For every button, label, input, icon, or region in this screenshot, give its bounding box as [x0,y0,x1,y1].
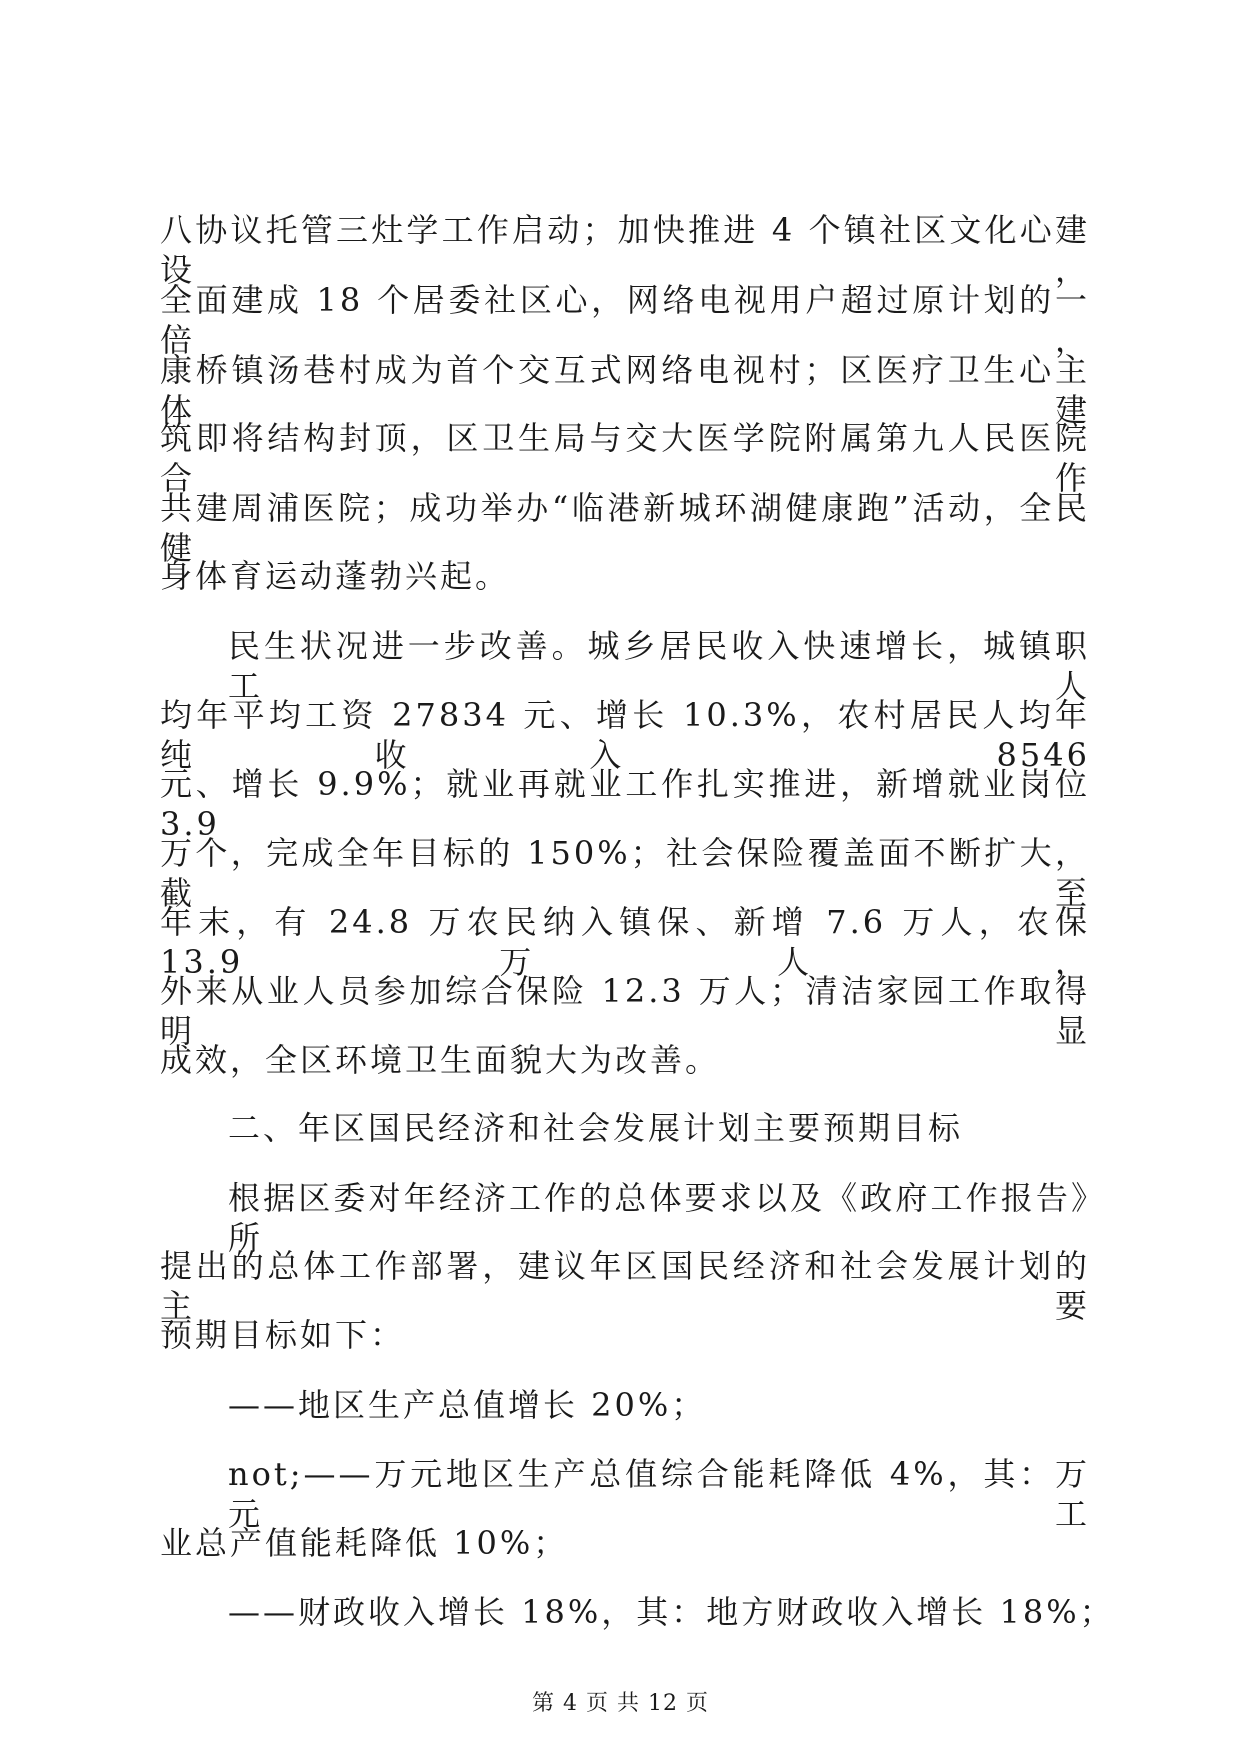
text-line-10: 万个，完成全年目标的 150%；社会保险覆盖面不断扩大，截至 [160,834,1090,912]
section-heading: 二、年区国民经济和社会发展计划主要预期目标 [228,1109,964,1147]
text-line-6: 身体育运动蓬勃兴起。 [160,557,511,595]
target-item-gdp: ——地区生产总值增长 20%； [228,1386,707,1424]
text-line-2: 全面建成 18 个居委社区心，网络电视用户超过原计划的一倍， [160,281,1090,359]
text-line-9: 元、增长 9.9%；就业再就业工作扎实推进，新增就业岗位 3.9 [160,765,1090,843]
text-line-17: 预期目标如下： [160,1316,406,1354]
text-line-15: 根据区委对年经济工作的总体要求以及《政府工作报告》所 [228,1179,1090,1257]
target-item-revenue: ——财政收入增长 18%，其：地方财政收入增长 18%； [228,1593,1115,1631]
text-line-1: 八协议托管三灶学工作启动；加快推进 4 个镇社区文化心建设， [160,211,1090,289]
target-item-energy: not;——万元地区生产总值综合能耗降低 4%，其：万元工 [228,1455,1090,1533]
text-line-5: 共建周浦医院；成功举办“临港新城环湖健康跑”活动，全民健 [160,489,1090,567]
text-line-11: 年末，有 24.8 万农民纳入镇保、新增 7.6 万人，农保 13.9 万人， [160,903,1090,981]
target-item-energy-cont: 业总产值能耗降低 10%； [160,1524,569,1562]
text-line-4: 筑即将结构封顶，区卫生局与交大医学院附属第九人民医院合作 [160,419,1090,497]
text-line-16: 提出的总体工作部署，建议年区国民经济和社会发展计划的主要 [160,1247,1090,1325]
text-line-13: 成效，全区环境卫生面貌大为改善。 [160,1041,721,1079]
text-line-7: 民生状况进一步改善。城乡居民收入快速增长，城镇职工人 [228,627,1090,705]
text-line-3: 康桥镇汤巷村成为首个交互式网络电视村；区医疗卫生心主体建 [160,351,1090,429]
text-line-8: 均年平均工资 27834 元、增长 10.3%，农村居民人均年纯收入 8546 [160,696,1090,774]
page-footer: 第 4 页 共 12 页 [532,1691,709,1716]
text-line-12: 外来从业人员参加综合保险 12.3 万人；清洁家园工作取得明显 [160,972,1090,1050]
